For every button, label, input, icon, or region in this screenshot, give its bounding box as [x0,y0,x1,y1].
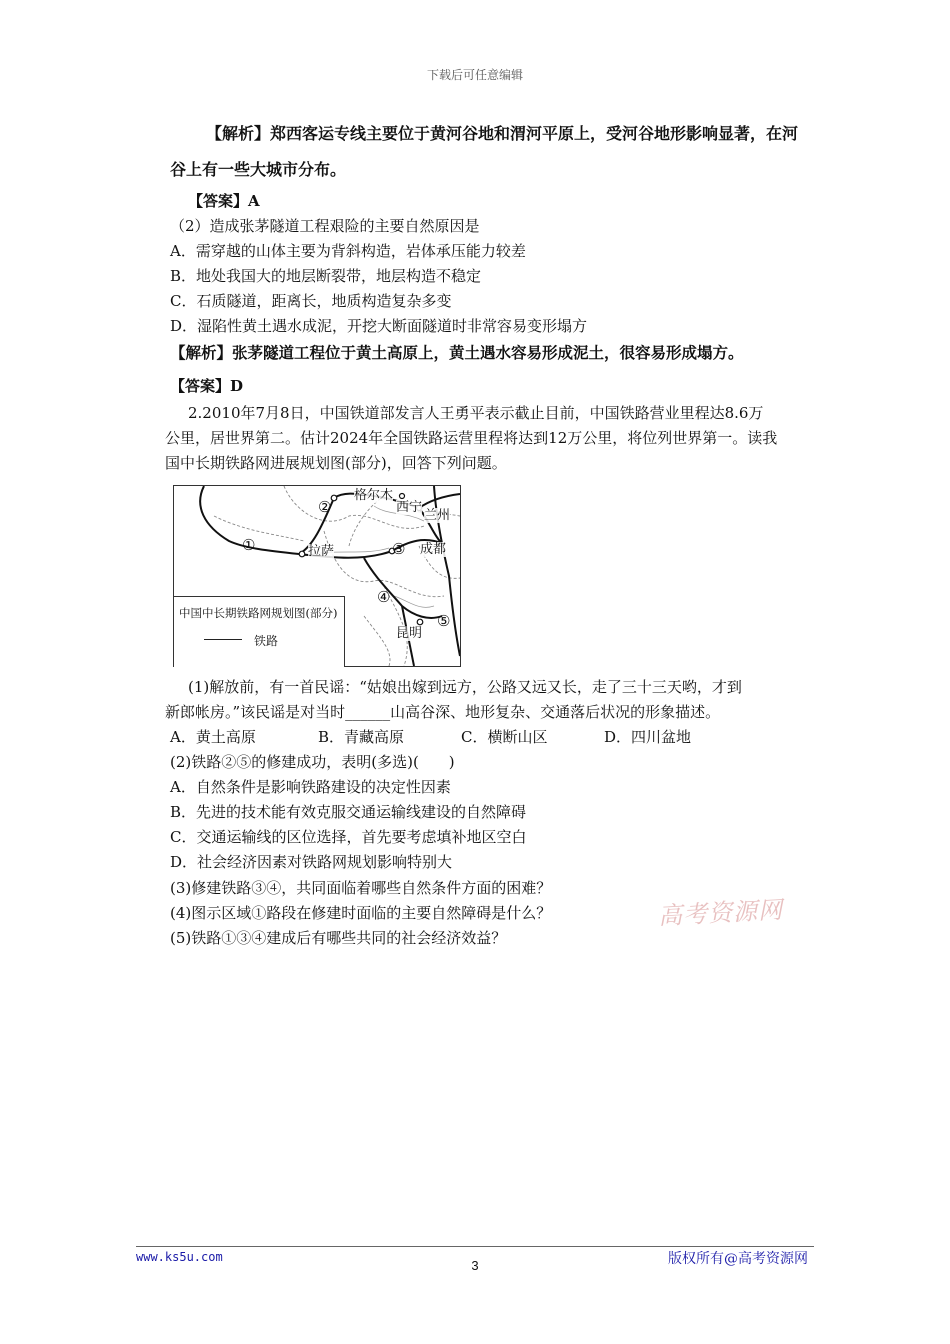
analysis-1-line-2: 谷上有一些大城市分布。 [170,160,347,179]
route-label-5: ⑤ [437,612,451,630]
question-2-option-b: B．地处我国大的地层断裂带，地层构造不稳定 [170,267,482,285]
city-label-golmud: 格尔木 [354,488,394,503]
city-label-xining: 西宁 [396,500,423,515]
intro-line-1: 2.2010年7月8日，中国铁道部发言人王勇平表示截止目前，中国铁路营业里程达8.6万 [188,404,764,422]
sub-question-2-option-a: A．自然条件是影响铁路建设的决定性因素 [170,778,451,796]
sub-question-5: (5)铁路①③④建成后有哪些共同的社会经济效益？ [170,929,507,947]
question-2-option-c: C．石质隧道，距离长，地质构造复杂多变 [170,292,452,310]
footer-divider [136,1246,814,1247]
sub-question-1-line-2: 新郎帐房。”该民谣是对当时______山高谷深、地形复杂、交通落后状况的形象描述。 [165,703,721,721]
legend-railway-label: 铁路 [254,634,279,648]
footer-copyright: 版权所有@高考资源网 [668,1251,808,1267]
question-2: （2）造成张茅隧道工程艰险的主要自然原因是 [170,217,480,235]
sub-question-1-option-d: D．四川盆地 [604,728,692,746]
legend-title: 中国中长期铁路网规划图(部分) [179,606,338,620]
map-legend [174,596,345,667]
sub-question-1-line-1: (1)解放前，有一首民谣：“姑娘出嫁到远方，公路又远又长，走了三十三天哟，才到 [188,678,742,696]
sub-question-1-option-c: C．横断山区 [461,728,548,746]
city-dot-kunming [417,619,423,625]
city-dot-lhasa [299,551,305,557]
route-label-1: ① [242,536,256,554]
footer-website-link[interactable]: www.ks5u.com [136,1250,223,1264]
intro-line-3: 国中长期铁路网进展规划图(部分)，回答下列问题。 [165,454,507,472]
city-dot-golmud [331,495,337,501]
railway-line-5 [402,606,442,618]
answer-2: 【答案】D [170,377,244,395]
answer-1: 【答案】A [188,192,260,210]
city-label-kunming: 昆明 [396,626,423,641]
analysis-2: 【解析】张茅隧道工程位于黄土高原上，黄土遇水容易形成泥土，很容易形成塌方。 [170,343,744,362]
watermark: 高考资源网 [657,895,784,931]
city-label-lhasa: 拉萨 [308,544,335,559]
question-2-option-a: A．需穿越的山体主要为背斜构造，岩体承压能力较差 [170,242,526,260]
legend-railway-line [204,639,242,640]
route-label-2: ② [318,498,332,516]
sub-question-1-option-a: A．黄土高原 [170,728,256,746]
intro-line-2: 公里，居世界第二。估计2024年全国铁路运营里程将达到12万公里，将位列世界第一。读我 [165,429,778,447]
sub-question-4: (4)图示区域①路段在修建时面临的主要自然障碍是什么？ [170,904,552,922]
sub-question-2: (2)铁路②⑤的修建成功，表明(多选)( ) [170,753,455,771]
sub-question-2-option-d: D．社会经济因素对铁路网规划影响特别大 [170,853,453,871]
sub-question-3: (3)修建铁路③④，共同面临着哪些自然条件方面的困难？ [170,879,552,897]
sub-question-2-option-c: C．交通运输线的区位选择，首先要考虑填补地区空白 [170,828,527,846]
question-2-option-d: D．湿陷性黄土遇水成泥，开挖大断面隧道时非常容易变形塌方 [170,317,588,335]
railway-map [173,485,461,667]
route-label-3: ③ [392,540,406,558]
page-header: 下载后可任意编辑 [426,68,523,82]
page-number: 3 [471,1258,479,1273]
city-label-chengdu: 成都 [420,542,447,557]
sub-question-2-option-b: B．先进的技术能有效克服交通运输线建设的自然障碍 [170,803,527,821]
analysis-1-line-1: 【解析】郑西客运专线主要位于黄河谷地和渭河平原上，受河谷地形影响显著，在河 [206,124,799,143]
route-label-4: ④ [377,588,391,606]
city-dot-xining [400,494,405,499]
city-label-lanzhou: 兰州 [424,508,451,523]
sub-question-1-option-b: B．青藏高原 [318,728,405,746]
